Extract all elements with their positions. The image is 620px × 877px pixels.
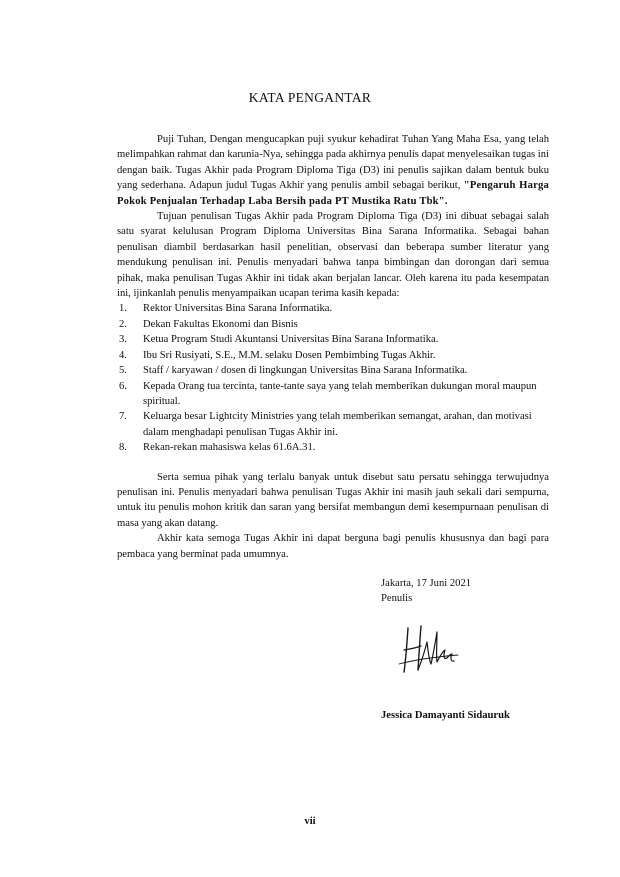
list-item-text: Ibu Sri Rusiyati, S.E., M.M. selaku Dosen Pembimbing Tugas Akhir. [143,349,436,361]
list-item [119,379,549,410]
list-item-number: 1. [119,303,127,315]
list-item [119,317,549,332]
list-item [119,363,549,378]
handwritten-signature [394,620,464,680]
list-item-text: Ketua Program Studi Akuntansi Universitas Bina Sarana Informatika. [143,334,439,346]
thanks-list [117,301,549,455]
list-item-text: Dekan Fakultas Ekonomi dan Bisnis [143,318,298,330]
list-item-text: Rekan-rekan mahasiswa kelas 61.6A.31. [143,442,316,454]
thesis-title: "Pengaruh Harga Pokok Penjualan Terhadap Laba Bersih pada PT Mustika Ratu Tbk". [117,180,549,207]
page-title: KATA PENGANTAR [248,90,372,105]
list-item [119,440,549,455]
list-item-text: Kepada Orang tua tercinta, tante-tante saya yang telah memberikan dukungan moral maupun spiritual. [143,380,537,407]
list-item-text: Staff / karyawan / dosen di lingkungan Universitas Bina Sarana Informatika. [143,365,468,377]
body-text [117,132,549,562]
list-item-text: Rektor Universitas Bina Sarana Informatika. [143,303,333,315]
paragraph-opening [117,132,549,209]
list-item-number: 5. [119,365,127,377]
closing-block [381,576,471,607]
signer-name: Jessica Damayanti Sidauruk [381,710,510,721]
list-item [119,348,549,363]
list-item-number: 4. [119,349,127,361]
list-item-number: 6. [119,380,127,392]
paragraph-gap [117,456,549,470]
list-item-number: 2. [119,318,127,330]
paragraph-acknowledgement: Serta semua pihak yang terlalu banyak untuk disebut satu persatu sehingga terwujudnya penulisan ini. Penulis menyadari bahwa penulisan Tugas Akhir ini masih jauh sekali dari sempurna, untuk itu penulis mohon kritik dan saran yang bersifat membangun demi kesempurnaan penulisan di masa yang akan datang. [117,471,549,529]
list-item-text: Keluarga besar Lightcity Ministries yang telah memberikan semangat, arahan, dan motivasi dalam menghadapi penulisan Tugas Akhir ini. [143,411,532,438]
list-item-number: 3. [119,334,127,346]
list-item [119,332,549,347]
paragraph-closing: Akhir kata semoga Tugas Akhir ini dapat berguna bagi penulis khususnya dan bagi para pembaca yang berminat pada umumnya. [117,533,549,560]
author-label: Penulis [381,593,413,605]
page-number: vii [304,816,316,827]
list-item-number: 8. [119,442,127,454]
paragraph-opening-text: Puji Tuhan, Dengan mengucapkan puji syukur kehadirat Tuhan Yang Maha Esa, yang telah melimpahkan rahmat dan karunia-Nya, sehingga pada akhirnya penulis dapat menyelesaikan tugas ini dengan baik. Tugas Akhir pada Program Diploma Tiga (D3) ini penulis sajikan dalam bentuk buku yang sederhana. Adapun judul Tugas Akhir yang penulis ambil sebagai berikut, [117,134,549,192]
place-date: Jakarta, 17 Juni 2021 [381,578,472,589]
list-item [119,301,549,316]
paragraph-purpose: Tujuan penulisan Tugas Akhir pada Program Diploma Tiga (D3) ini dibuat sebagai salah satu syarat kelulusan Program Diploma Universitas Bina Sarana Informatika. Sebagai bahan penulisan diambil berdasarkan hasil penelitian, observasi dan beberapa sumber literatur yang mendukung penulisan ini. Penulis menyadari bahwa tanpa bimbingan dan dorongan dari semua pihak, maka penulisan Tugas Akhir ini tidak akan berjalan lancar. Oleh karena itu pada kesempatan ini, ijinkanlah penulis menyampaikan ucapan terima kasih kepada: [117,211,549,300]
list-item-number: 7. [119,411,127,423]
list-item [119,409,549,440]
